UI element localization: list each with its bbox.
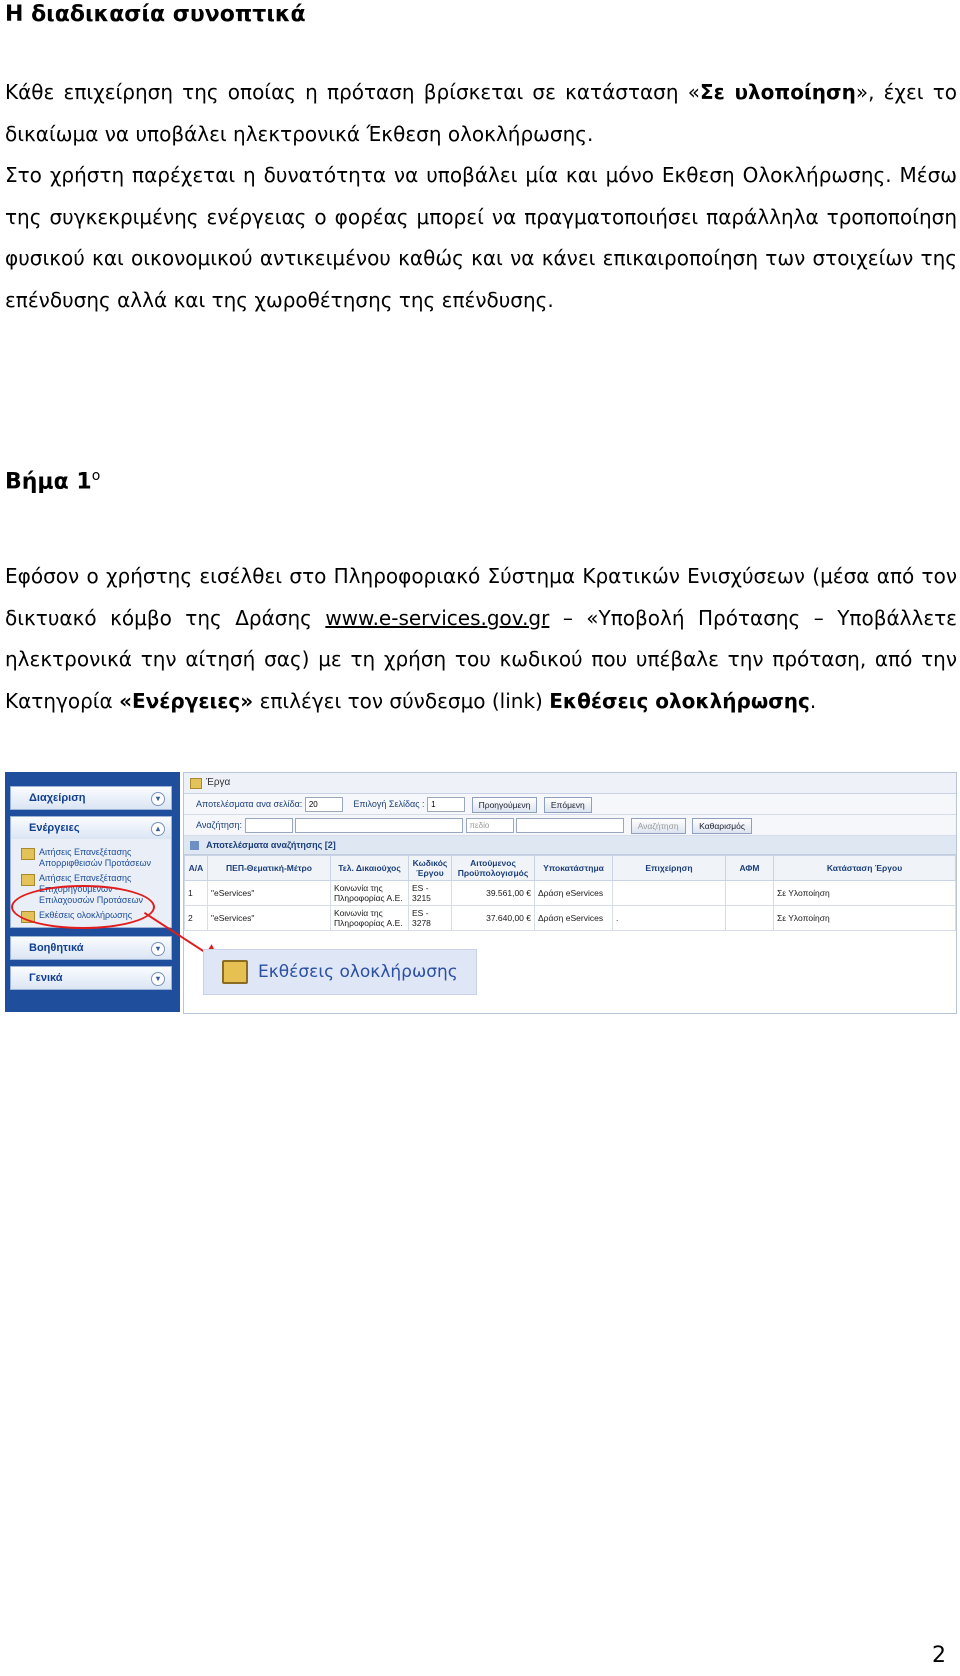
table-cell: Σε Υλοποίηση — [774, 906, 956, 931]
step-heading — [5, 468, 100, 494]
table-row[interactable] — [185, 881, 956, 906]
clear-button[interactable]: Καθαρισμός — [692, 818, 752, 834]
search-value-placeholder[interactable]: πεδίο — [466, 818, 514, 833]
intro-text-b: », έχει το δικαίωμα να υποβάλει ηλεκτρονικά Έκθεση ολοκλήρωσης. — [5, 80, 957, 146]
table-cell: "eServices" — [208, 906, 331, 931]
paging-toolbar — [184, 794, 956, 815]
chevron-up-icon[interactable]: ▴ — [151, 822, 165, 836]
panel-title — [184, 773, 956, 794]
step-text-f: . — [809, 688, 817, 713]
completion-reports-term: Εκθέσεις ολοκλήρωσης — [549, 688, 810, 713]
table-cell: ES - 3215 — [409, 881, 452, 906]
folder-icon — [190, 778, 202, 789]
sidebar-label: Γενικά — [29, 972, 63, 984]
results-count: Αποτελέσματα αναζήτησης [2] — [206, 840, 336, 850]
table-cell: Σε Υλοποίηση — [774, 881, 956, 906]
intro-paragraph — [5, 72, 957, 155]
panel-title-text: Έργα — [206, 777, 231, 788]
step-superscript: ο — [91, 468, 101, 484]
column-header[interactable]: Τελ. Δικαιούχος — [331, 856, 409, 881]
step-text-b: – «Υποβολή Πρότασης – Υποβάλλετε ηλεκτρονικά την αίτησή σας) με τη χρήση του κωδικού που υπέβαλε την πρόταση, από την Κατηγορία — [5, 605, 957, 713]
step-text-a: Εφόσον ο χρήστης εισέλθει στο Πληροφοριακό Σύστημα Κρατικών Ενισχύσεων (μέσα από τον δικτυακό κόμβο της Δράσης — [5, 564, 957, 630]
column-header[interactable]: ΠΕΠ-Θεματική-Μέτρο — [208, 856, 331, 881]
step-label: Βήμα 1 — [5, 469, 92, 495]
zoomed-link-label: Εκθέσεις ολοκλήρωσης — [258, 962, 458, 982]
intro2-paragraph: Στο χρήστη παρέχεται η δυνατότητα να υποβάλει μία και μόνο Εκθεση Ολοκλήρωσης. Μέσω της συγκεκριμένης ενέργειας ο φορέας μπορεί να πραγματοποιήσει παράλληλα τροποποίηση φυσικού και οικονομικού αντικειμένου καθώς και να κάνει επικαιροποίηση των στοιχείων της επένδυσης αλλά και της χωροθέτησης της επένδυσης. — [5, 163, 957, 312]
report-icon — [222, 960, 248, 984]
section-heading: Η διαδικασία συνοπτικά — [5, 2, 306, 27]
table-cell: . — [613, 906, 726, 931]
step-text-d: επιλέγει τον σύνδεσμο (link) — [253, 688, 550, 713]
sidebar-item-label: Εκθέσεις ολοκλήρωσης — [39, 910, 133, 920]
projects-table — [184, 855, 956, 931]
sidebar-header-actions[interactable] — [11, 817, 171, 839]
column-header[interactable]: Επιχείρηση — [613, 856, 726, 881]
step-paragraph — [5, 556, 957, 722]
table-cell — [726, 906, 774, 931]
sidebar-panel-general — [10, 966, 172, 990]
sidebar-item-rejected-review[interactable] — [11, 845, 171, 871]
prev-page-button[interactable]: Προηγούμενη — [472, 797, 538, 813]
column-header[interactable]: Υποκατάστημα — [535, 856, 613, 881]
table-row[interactable] — [185, 906, 956, 931]
page-select-label: Επιλογή Σελίδας : — [353, 799, 425, 809]
sidebar-label: Βοηθητικά — [29, 942, 84, 954]
search-field-select[interactable] — [245, 818, 293, 833]
search-label: Αναζήτηση: — [196, 820, 242, 830]
results-icon — [190, 841, 199, 850]
eservices-link[interactable]: www.e-services.gov.gr — [325, 605, 550, 630]
page-number: 2 — [932, 1643, 946, 1668]
table-cell: 37.640,00 € — [452, 906, 535, 931]
table-cell: 39.561,00 € — [452, 881, 535, 906]
actions-category: «Ενέργειες» — [119, 688, 254, 713]
chevron-down-icon[interactable]: ▾ — [151, 972, 165, 986]
sidebar-label: Ενέργειες — [29, 822, 80, 834]
sidebar-item-label: Αιτήσεις Επανεξέτασης Επιχορηγούμενων - Επιλαχουσών Προτάσεων — [39, 873, 143, 905]
column-header[interactable]: ΑΦΜ — [726, 856, 774, 881]
per-page-input[interactable]: 20 — [305, 797, 343, 812]
sidebar-label: Διαχείριση — [29, 792, 86, 804]
table-cell: Κοινωνία της Πληροφορίας Α.Ε. — [331, 906, 409, 931]
table-header-row — [185, 856, 956, 881]
table-cell: 2 — [185, 906, 208, 931]
sidebar-header-admin[interactable] — [11, 787, 171, 809]
chevron-down-icon[interactable]: ▾ — [151, 942, 165, 956]
document-icon — [21, 848, 35, 860]
intro-text-a: Κάθε επιχείρηση της οποίας η πρόταση βρίσκεται σε κατάσταση « — [5, 80, 700, 104]
status-emphasis: Σε υλοποίηση — [699, 80, 856, 104]
table-cell: Δράση eServices — [535, 906, 613, 931]
table-cell: 1 — [185, 881, 208, 906]
sidebar-header-help[interactable] — [11, 937, 171, 959]
search-input[interactable] — [516, 818, 624, 833]
next-page-button[interactable]: Επόμενη — [544, 797, 592, 813]
column-header[interactable]: Κωδικός Έργου — [409, 856, 452, 881]
search-operator-select[interactable] — [295, 818, 463, 833]
table-cell — [726, 881, 774, 906]
document-icon — [21, 874, 35, 886]
per-page-label: Αποτελέσματα ανα σελίδα: — [196, 799, 303, 809]
highlight-ellipse — [11, 885, 155, 929]
table-cell: ES - 3278 — [409, 906, 452, 931]
table-cell: "eServices" — [208, 881, 331, 906]
table-cell — [613, 881, 726, 906]
sidebar-panel-admin — [10, 786, 172, 810]
app-screenshot — [5, 772, 955, 1012]
results-header — [184, 836, 956, 855]
search-toolbar — [184, 815, 956, 836]
table-cell: Δράση eServices — [535, 881, 613, 906]
sidebar-header-general[interactable] — [11, 967, 171, 989]
search-button[interactable]: Αναζήτηση — [631, 818, 686, 834]
sidebar-panel-help — [10, 936, 172, 960]
page-select[interactable]: 1 — [427, 797, 465, 812]
zoomed-link-callout[interactable] — [203, 949, 477, 995]
table-cell: Κοινωνία της Πληροφορίας Α.Ε. — [331, 881, 409, 906]
column-header[interactable]: Κατάσταση Έργου — [774, 856, 956, 881]
column-header[interactable]: Α/Α — [185, 856, 208, 881]
chevron-down-icon[interactable]: ▾ — [151, 792, 165, 806]
column-header[interactable]: Αιτούμενος Προϋπολογισμός — [452, 856, 535, 881]
sidebar-item-label: Αιτήσεις Επανεξέτασης Απορριφθεισών Προτάσεων — [39, 847, 151, 868]
